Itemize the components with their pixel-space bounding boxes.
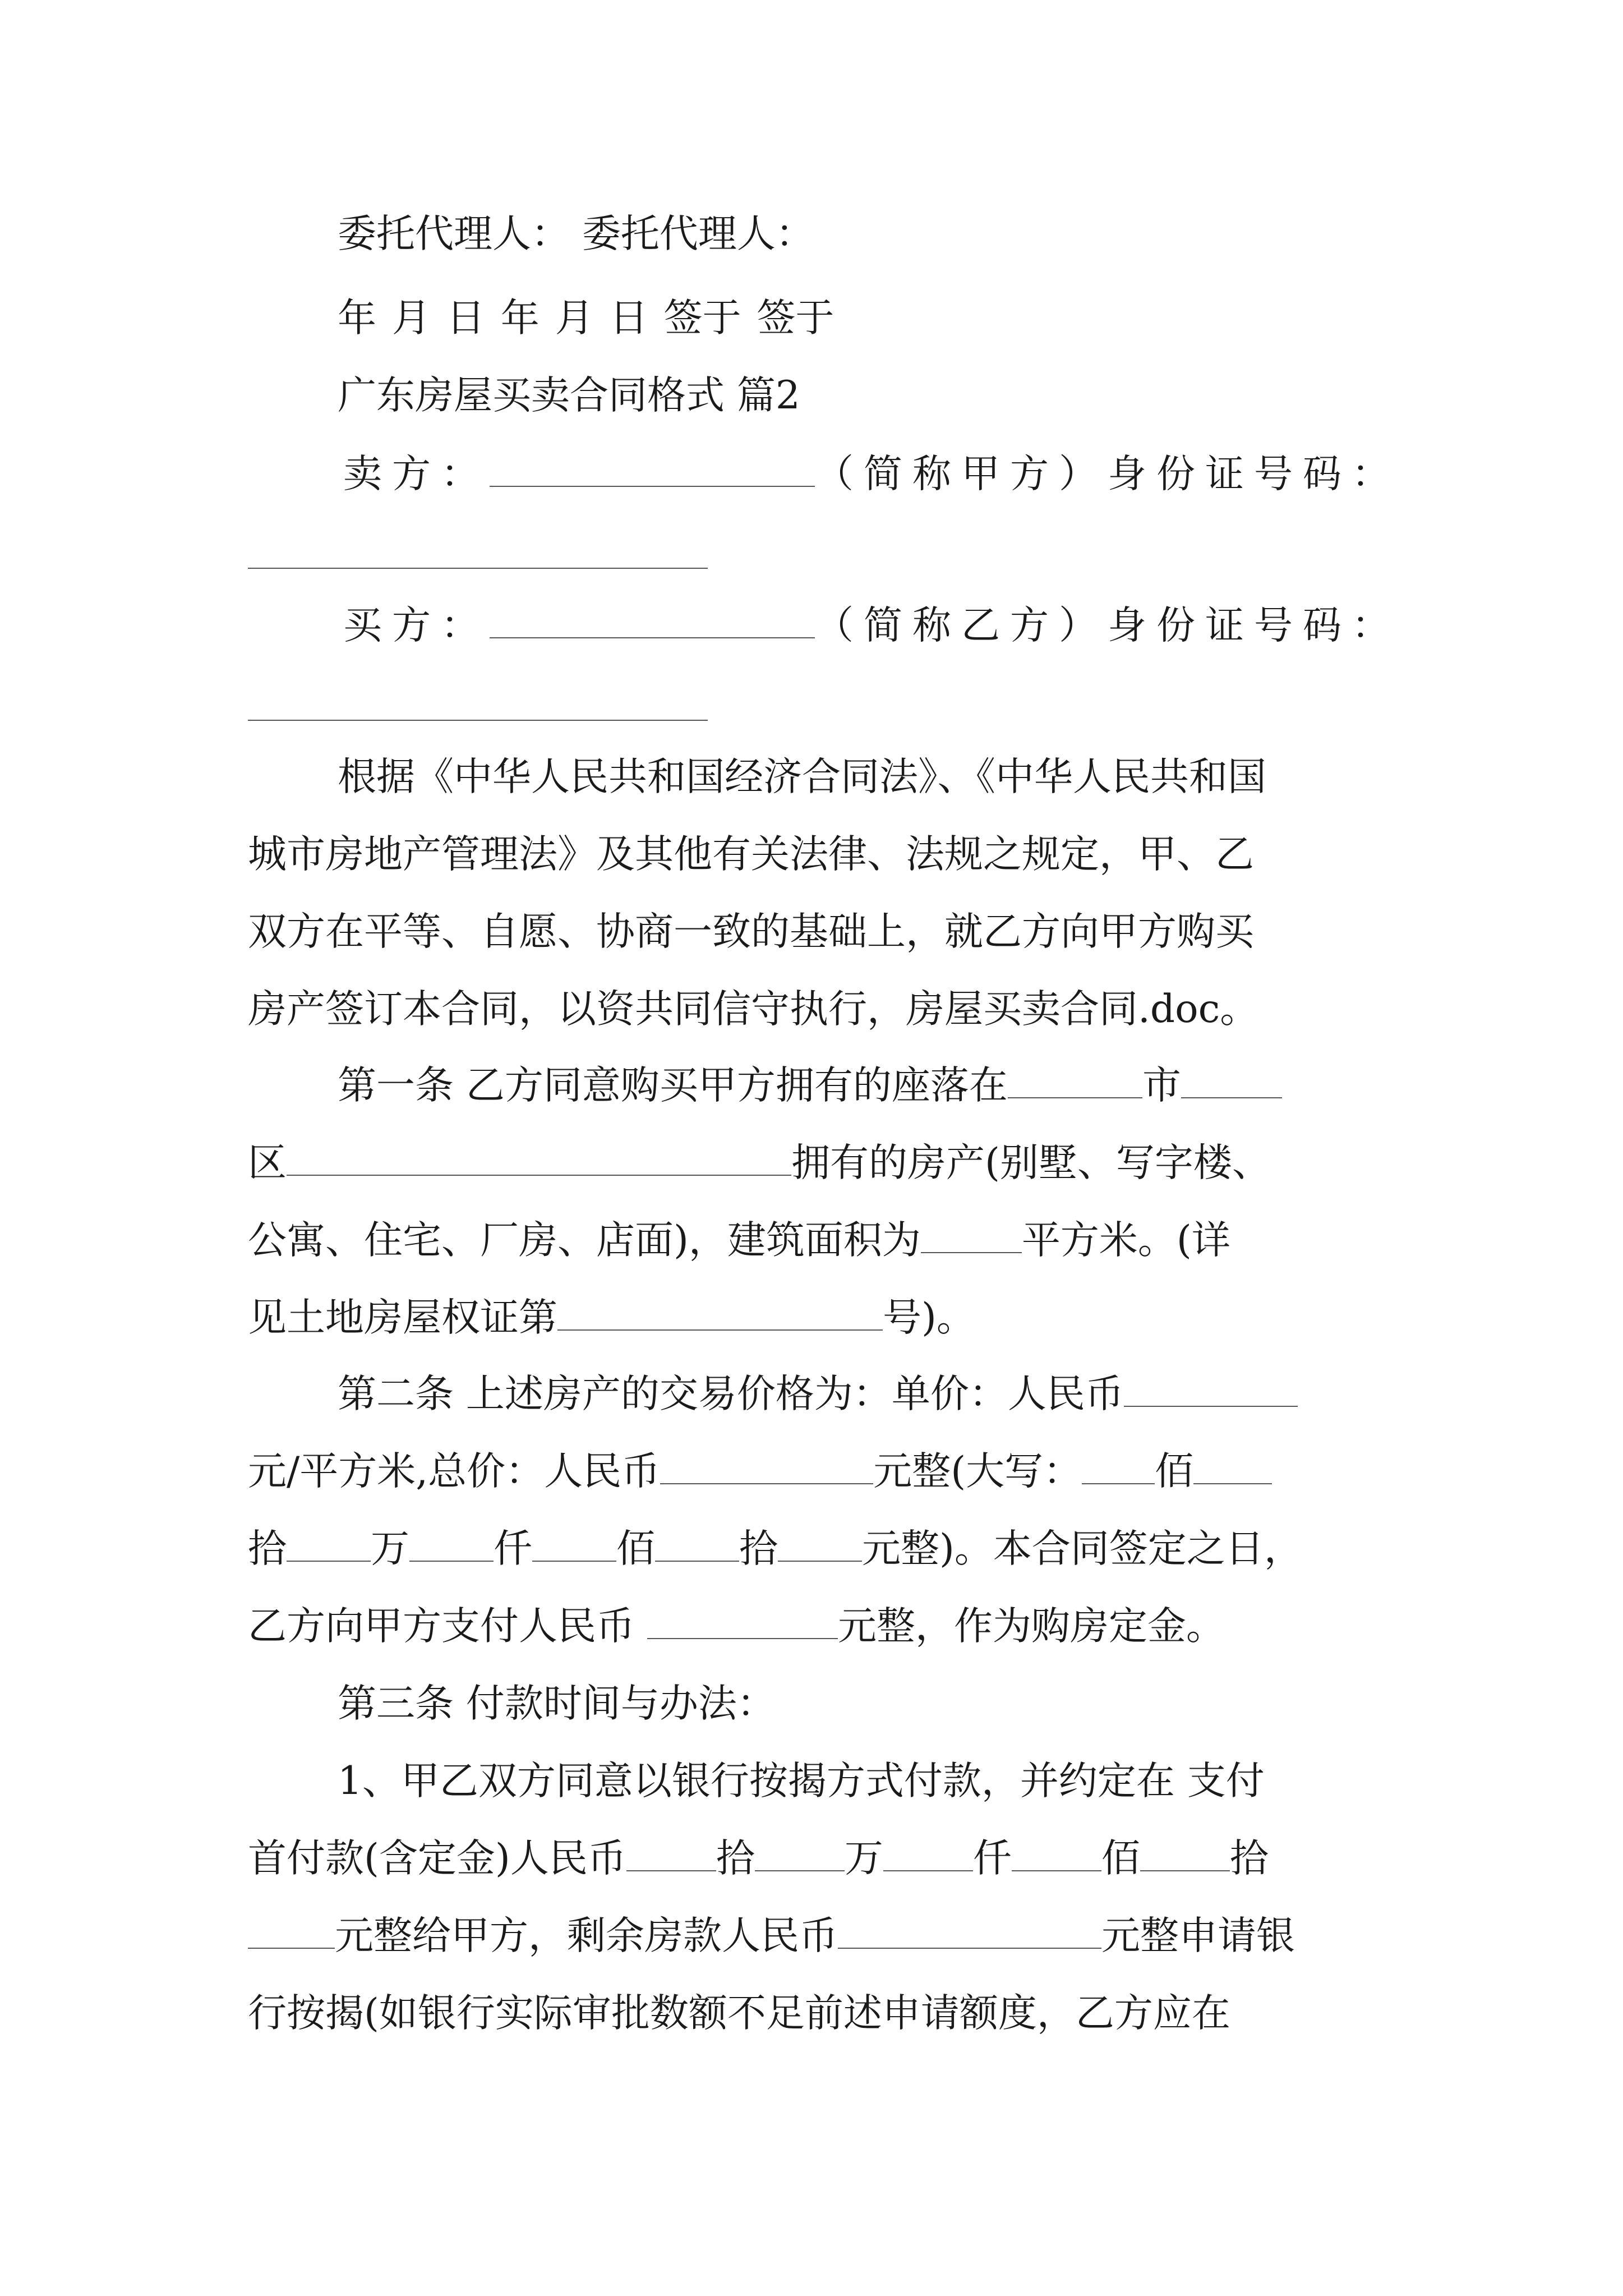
address-blank[interactable] [287, 1144, 791, 1176]
agent-line: 委托代理人： 委托代理人： [338, 211, 814, 256]
unit-shi: 拾 [739, 1526, 778, 1571]
buyer-label: 买方： [343, 603, 490, 648]
unit-shi: 拾 [716, 1836, 755, 1881]
article2-line-2 [248, 1446, 1272, 1497]
article1-line-2 [248, 1138, 1271, 1188]
preamble-line-4: 房产签订本合同，以资共同信守执行，房屋买卖合同.doc。 [248, 987, 1259, 1032]
unit-bai: 佰 [1101, 1836, 1140, 1881]
uppercase-label: 元整(大写： [873, 1449, 1082, 1494]
area-text: 公寓、住宅、厂房、店面)，建筑面积为 [248, 1218, 921, 1263]
seller-line [343, 449, 1400, 499]
seller-label: 卖方： [343, 452, 490, 496]
preamble-line-2: 城市房地产管理法》及其他有关法律、法规之规定，甲、乙 [248, 832, 1254, 877]
article2-text: 第二条 上述房产的交易价格为：单价：人民币 [338, 1372, 1124, 1416]
city-blank[interactable] [1008, 1066, 1142, 1098]
certificate-suffix: 号)。 [883, 1295, 975, 1340]
unit-bai: 佰 [1155, 1449, 1194, 1494]
unit-bai: 佰 [616, 1526, 655, 1571]
unit-qian: 仟 [972, 1836, 1012, 1881]
area-unit: 平方米。(详 [1021, 1218, 1230, 1263]
date-line: 年 月 日 年 月 日 签于 签于 [338, 296, 834, 341]
buyer-id-blank[interactable] [248, 720, 708, 721]
loan-text: 元整申请银 [1101, 1913, 1295, 1958]
seller-name-blank[interactable] [490, 455, 815, 487]
property-type-text: 拥有的房产(别墅、写字楼、 [791, 1140, 1271, 1185]
unit-wan: 万 [371, 1526, 409, 1571]
certificate-text: 见土地房屋权证第 [248, 1295, 557, 1340]
unit-qian: 仟 [494, 1526, 532, 1571]
certificate-blank[interactable] [557, 1299, 883, 1331]
seller-id-blank[interactable] [248, 568, 708, 569]
blank[interactable] [655, 1530, 739, 1562]
blank[interactable] [883, 1839, 973, 1871]
unit-shi: 拾 [248, 1526, 287, 1571]
deposit-blank[interactable] [647, 1607, 838, 1639]
unit-shi: 拾 [1229, 1836, 1269, 1881]
blank[interactable] [755, 1839, 845, 1871]
blank[interactable] [532, 1530, 616, 1562]
article2-line-1 [338, 1369, 1298, 1419]
district-label: 区 [248, 1140, 287, 1185]
buyer-line [343, 600, 1400, 651]
deposit-suffix: 元整，作为购房定金。 [837, 1604, 1225, 1649]
article1-text: 第一条 乙方同意购买甲方拥有的座落在 [338, 1063, 1008, 1108]
buyer-name-blank[interactable] [490, 606, 815, 638]
remaining-text: 元整给甲方，剩余房款人民币 [335, 1913, 838, 1958]
blank[interactable] [1012, 1839, 1101, 1871]
section-title: 广东房屋买卖合同格式 篇2 [338, 373, 800, 418]
city-label: 市 [1142, 1063, 1181, 1108]
seller-suffix: （简称甲方）身份证号码： [815, 452, 1400, 496]
buyer-suffix: （简称乙方）身份证号码： [815, 603, 1400, 648]
signing-text: 元整)。本合同签定之日， [862, 1526, 1303, 1571]
article3-item1-line-1: 1、甲乙双方同意以银行按揭方式付款，并约定在 支付 [338, 1759, 1265, 1803]
article3-item1-line-4: 行按揭(如银行实际审批数额不足前述申请额度，乙方应在 [248, 1991, 1230, 2036]
preamble-line-1: 根据《中华人民共和国经济合同法》、《中华人民共和国 [338, 754, 1266, 799]
article3-item1-line-2 [248, 1833, 1269, 1884]
unit-price-blank[interactable] [1124, 1375, 1298, 1407]
down-payment-text: 首付款(含定金)人民币 [248, 1836, 626, 1881]
area-blank[interactable] [921, 1221, 1022, 1253]
article1-line-1 [338, 1060, 1282, 1111]
blank[interactable] [626, 1839, 716, 1871]
total-price-blank[interactable] [660, 1452, 873, 1484]
remaining-blank[interactable] [838, 1917, 1101, 1949]
article2-line-3 [248, 1524, 1303, 1574]
deposit-text: 乙方向甲方支付人民币 [248, 1604, 647, 1649]
total-price-text: 元/平方米,总价：人民币 [248, 1449, 661, 1494]
unit-wan: 万 [844, 1836, 883, 1881]
article3-item1-line-3 [248, 1911, 1295, 1961]
blank[interactable] [1140, 1839, 1230, 1871]
preamble-line-3: 双方在平等、自愿、协商一致的基础上，就乙方向甲方购买 [248, 909, 1254, 954]
blank[interactable] [248, 1917, 335, 1949]
blank[interactable] [287, 1530, 371, 1562]
district-blank-start[interactable] [1181, 1066, 1282, 1098]
article1-line-3 [248, 1215, 1230, 1266]
article3-title: 第三条 付款时间与办法： [338, 1681, 776, 1726]
uppercase-blank-1[interactable] [1082, 1452, 1155, 1484]
blank[interactable] [409, 1530, 494, 1562]
article1-line-4 [248, 1292, 975, 1343]
uppercase-blank-2[interactable] [1193, 1452, 1272, 1484]
blank[interactable] [778, 1530, 862, 1562]
article2-line-4 [248, 1601, 1225, 1651]
